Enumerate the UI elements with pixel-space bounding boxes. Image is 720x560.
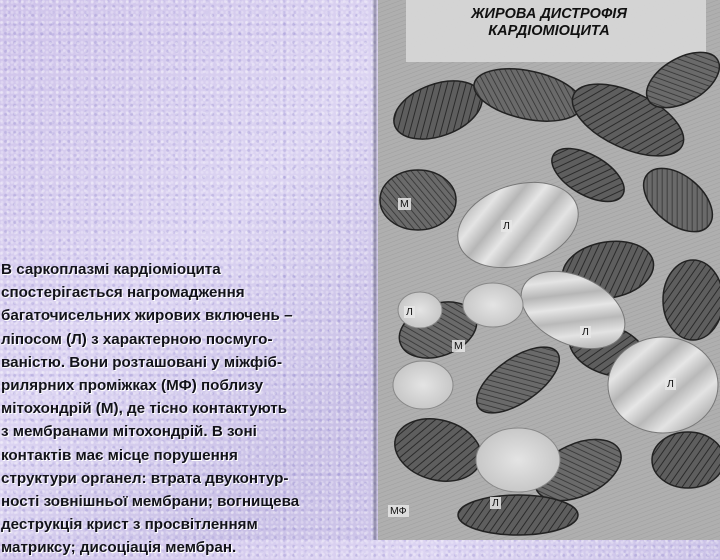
micrograph-title-line: ЖИРОВА ДИСТРОФІЯ [471, 6, 627, 22]
label-mitochondrion: М [400, 198, 409, 210]
description-line: структури органел: втрата двуконтур- [1, 469, 289, 487]
mitochondrion [663, 260, 720, 340]
mitochondrion [652, 432, 720, 488]
description-line: деструкція крист з просвітленням [1, 516, 258, 534]
micrograph-title-line: КАРДІОМІОЦИТА [488, 23, 610, 39]
description-line: ліпосом (Л) з характерною посмуго- [1, 330, 273, 348]
label-mitochondrion: М [454, 340, 463, 352]
label-lipid: Л [492, 497, 499, 509]
label-lipid: Л [503, 220, 510, 232]
micrograph-image [378, 0, 720, 540]
lipid-droplet [476, 428, 560, 492]
lipid-droplet [463, 283, 523, 327]
description-line: багаточисельних жирових включень – [1, 307, 293, 325]
lipid-droplet [393, 361, 453, 409]
lipid-droplet [608, 337, 718, 433]
description-line: мітохондрій (М), де тісно контактують [1, 400, 288, 418]
label-lipid: Л [667, 378, 674, 390]
electron-micrograph [378, 0, 720, 540]
description-line: ваністю. Вони розташовані у міжфіб- [1, 353, 282, 371]
description-line: ності зовнішньої мембрани; вогнищева [1, 493, 300, 511]
label-myofibril: МФ [390, 505, 407, 517]
label-lipid: Л [582, 326, 589, 338]
description-line: рилярних проміжках (МФ) поблизу [1, 377, 264, 395]
mitochondrion [458, 495, 578, 535]
description-line: з мембранами мітохондрій. В зоні [1, 423, 257, 441]
description-line: В саркоплазмі кардіоміоцита [1, 261, 221, 278]
description-line: матриксу; дисоціація мембран. [1, 539, 237, 557]
label-lipid: Л [406, 306, 413, 318]
description-line: спостерігається нагромадження [1, 284, 245, 302]
mitochondrion [380, 170, 456, 230]
micrograph-title [378, 6, 720, 40]
description-line: контактів має місце порушення [1, 446, 238, 464]
description-text [1, 258, 353, 560]
